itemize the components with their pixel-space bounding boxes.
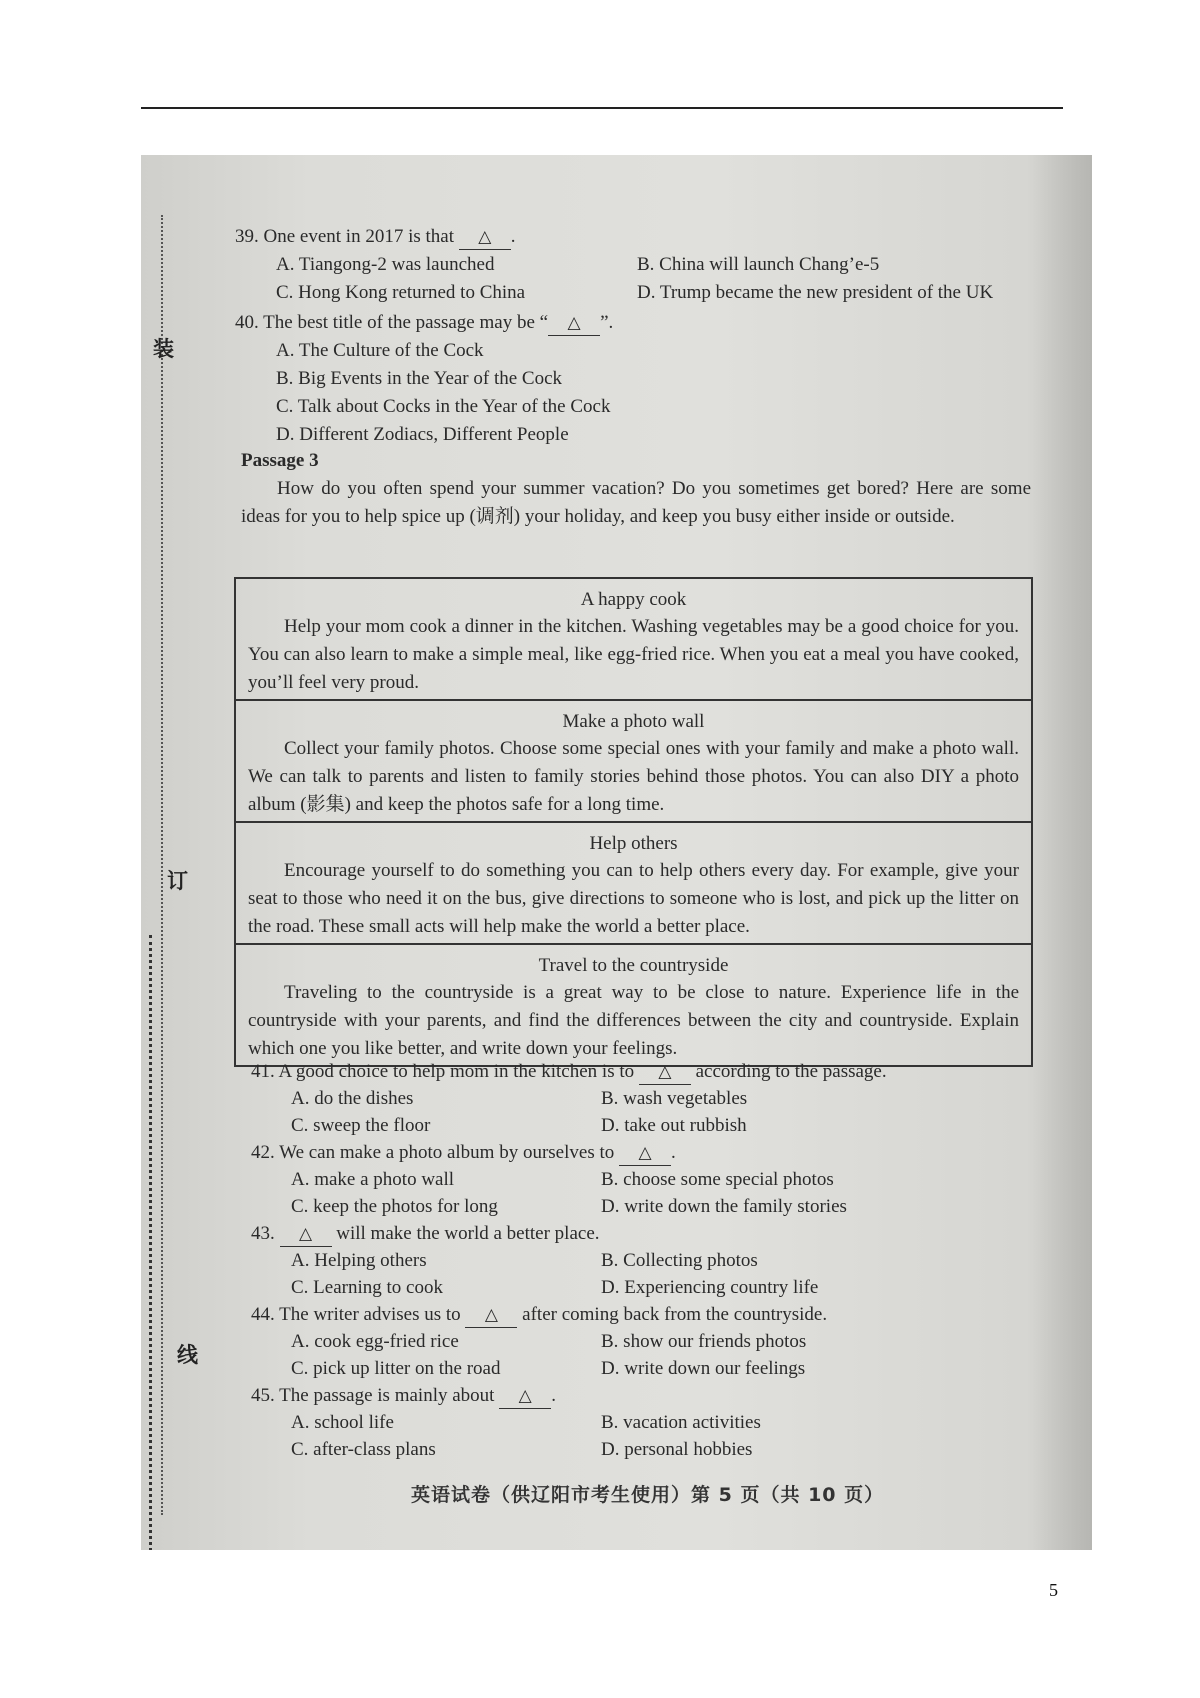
question-43-stem: 43. △ will make the world a better place. — [251, 1222, 600, 1247]
answer-blank: △ — [465, 1303, 517, 1328]
passage-3-intro: How do you often spend your summer vacation? Do you sometimes get bored? Here are some ideas for you to help spice up (调剂) your holiday, and keep you busy either inside or outside. — [241, 478, 1031, 527]
q40-option-c: C. Talk about Cocks in the Year of the Cock — [276, 396, 611, 417]
answer-blank: △ — [280, 1222, 332, 1247]
question-45-stem: 45. The passage is mainly about △ . — [251, 1384, 556, 1409]
answer-blank: △ — [459, 225, 511, 250]
idea-text: Collect your family photos. Choose some special ones with your family and make a photo wall. We can talk to parents and listen to family stories behind those photos. You can also DIY a photo album (影集) and keep the photos safe for a long time. — [248, 738, 1019, 815]
q43-option-b: B. Collecting photos — [601, 1250, 758, 1271]
ideas-table — [234, 577, 1033, 1067]
q45-option-d: D. personal hobbies — [601, 1439, 753, 1460]
q45-option-a: A. school life — [291, 1412, 394, 1433]
answer-blank: △ — [619, 1141, 671, 1166]
q42-option-a: A. make a photo wall — [291, 1169, 455, 1190]
q39-option-a: A. Tiangong-2 was launched — [276, 254, 495, 275]
binding-char-xian: 线 — [177, 1343, 198, 1367]
q43-option-c: C. Learning to cook — [291, 1277, 443, 1298]
q41-option-d: D. take out rubbish — [601, 1115, 747, 1136]
idea-title: Help others — [589, 833, 678, 854]
q41-option-a: A. do the dishes — [291, 1088, 414, 1109]
idea-text: Help your mom cook a dinner in the kitchen. Washing vegetables may be a good choice for you. You can also learn to make a simple meal, like egg-fried rice. When you eat a meal you have cooked, you’ll feel very proud. — [248, 616, 1019, 693]
idea-title: Make a photo wall — [562, 711, 705, 732]
question-41-stem: 41. A good choice to help mom in the kitchen is to △ according to the passage. — [251, 1060, 887, 1085]
q42-option-b: B. choose some special photos — [601, 1169, 834, 1190]
exam-footer-note: 英语试卷（供辽阳市考生使用）第 5 页（共 10 页） — [411, 1484, 885, 1506]
binding-char-ding: 订 — [167, 869, 188, 893]
q41-option-c: C. sweep the floor — [291, 1115, 431, 1136]
q45-option-c: C. after-class plans — [291, 1439, 436, 1460]
q39-option-c: C. Hong Kong returned to China — [276, 282, 526, 303]
header-rule — [141, 107, 1063, 109]
idea-title: A happy cook — [580, 589, 687, 610]
idea-box-countryside — [236, 945, 1031, 1065]
q42-option-c: C. keep the photos for long — [291, 1196, 498, 1217]
question-40-stem: 40. The best title of the passage may be “ △ ”. — [235, 311, 613, 336]
q45-option-b: B. vacation activities — [601, 1412, 761, 1433]
idea-box-help-others — [236, 823, 1031, 945]
q40-option-b: B. Big Events in the Year of the Cock — [276, 368, 563, 389]
q44-option-d: D. write down our feelings — [601, 1358, 806, 1379]
answer-blank: △ — [548, 311, 600, 336]
idea-box-photo-wall — [236, 701, 1031, 823]
q44-option-a: A. cook egg-fried rice — [291, 1331, 459, 1352]
passage-3-title: Passage 3 — [241, 450, 319, 471]
q44-option-b: B. show our friends photos — [601, 1331, 807, 1352]
idea-title: Travel to the countryside — [538, 955, 729, 976]
idea-text: Encourage yourself to do something you can to help others every day. For example, give your seat to those who need it on the bus, give directions to someone who is lost, and pick up the litter on the road. These small acts will help make the world a better place. — [248, 860, 1019, 937]
binding-char-zhuang: 装 — [153, 337, 174, 361]
answer-blank: △ — [499, 1384, 551, 1409]
q42-option-d: D. write down the family stories — [601, 1196, 847, 1217]
binding-edge-line — [149, 935, 152, 1550]
page-number: 5 — [1049, 1580, 1058, 1600]
answer-blank: △ — [639, 1060, 691, 1085]
q43-option-d: D. Experiencing country life — [601, 1277, 819, 1298]
idea-text: Traveling to the countryside is a great way to be close to nature. Experience life in the countryside with your parents, and find the differences between the city and countryside. Explain which one you like better, and write down your feelings. — [248, 982, 1019, 1059]
q44-option-c: C. pick up litter on the road — [291, 1358, 501, 1379]
binding-dotted-line — [161, 215, 163, 1515]
q40-option-d: D. Different Zodiacs, Different People — [276, 424, 569, 445]
q39-option-b: B. China will launch Chang’e-5 — [637, 254, 880, 275]
q40-option-a: A. The Culture of the Cock — [276, 340, 484, 361]
idea-box-cook — [236, 579, 1031, 701]
q41-option-b: B. wash vegetables — [601, 1088, 748, 1109]
question-42-stem: 42. We can make a photo album by ourselves to △ . — [251, 1141, 676, 1166]
question-44-stem: 44. The writer advises us to △ after coming back from the countryside. — [251, 1303, 827, 1328]
q39-option-d: D. Trump became the new president of the UK — [637, 282, 994, 303]
exam-page-photo — [141, 155, 1092, 1550]
q43-option-a: A. Helping others — [291, 1250, 427, 1271]
question-39-stem: 39. One event in 2017 is that △ . — [235, 225, 516, 250]
